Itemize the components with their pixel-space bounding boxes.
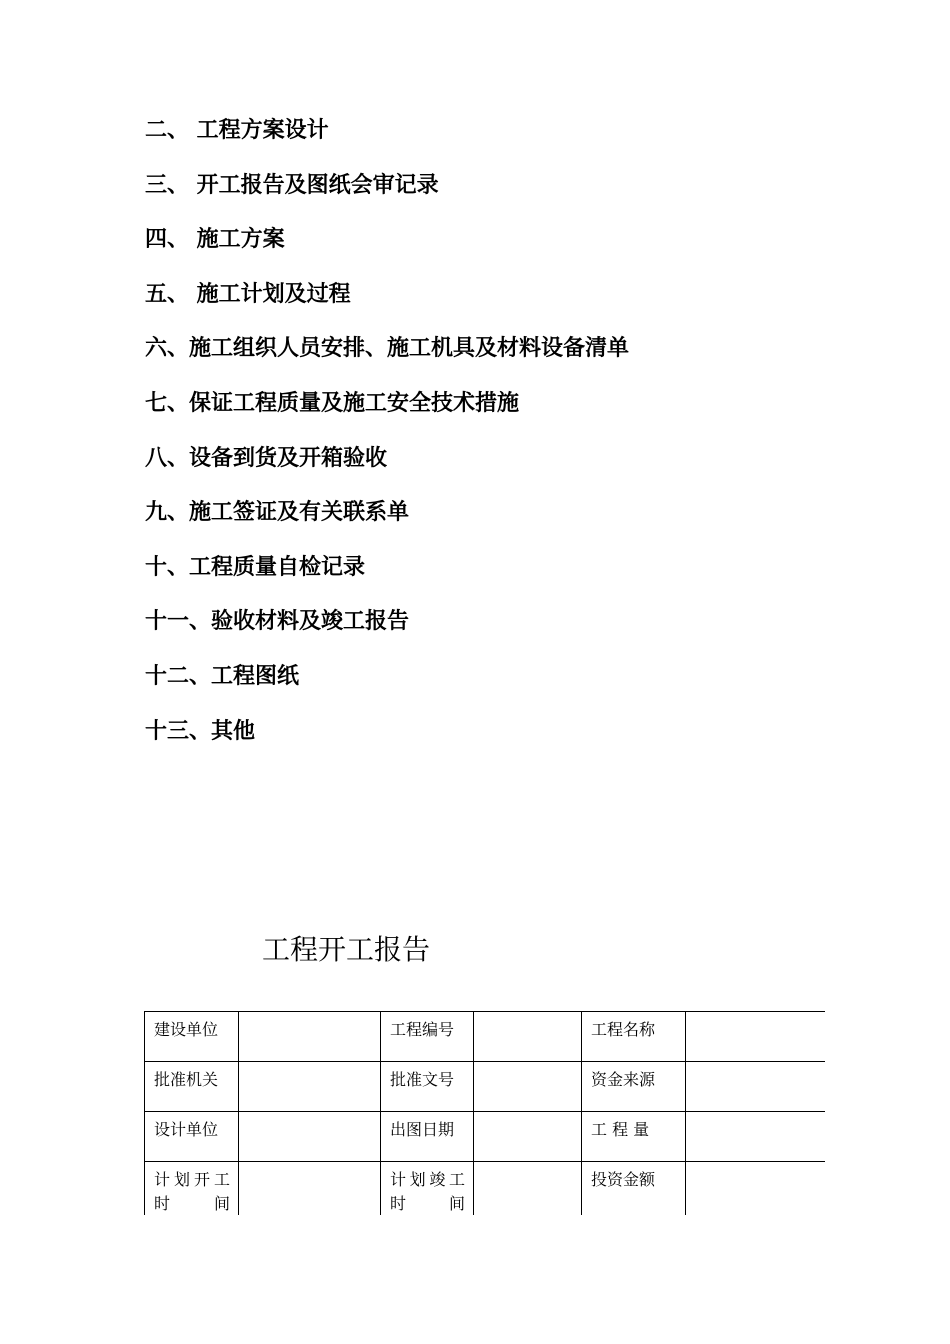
table-row bbox=[145, 1162, 826, 1216]
label-design-unit: 设计单位 bbox=[145, 1112, 239, 1162]
table-row bbox=[145, 1062, 826, 1112]
toc-item: 七、保证工程质量及施工安全技术措施 bbox=[145, 390, 520, 416]
label-approval-document-number: 批准文号 bbox=[381, 1062, 474, 1112]
value-approval-authority[interactable] bbox=[239, 1062, 381, 1112]
report-form bbox=[144, 1011, 825, 1215]
value-investment-amount[interactable] bbox=[686, 1162, 826, 1216]
value-quantity[interactable] bbox=[686, 1112, 826, 1162]
toc-item: 十、工程质量自检记录 bbox=[145, 554, 366, 580]
value-project-number[interactable] bbox=[474, 1012, 582, 1062]
value-drawing-date[interactable] bbox=[474, 1112, 582, 1162]
label-approval-authority: 批准机关 bbox=[145, 1062, 239, 1112]
toc-item: 三、 开工报告及图纸会审记录 bbox=[145, 172, 439, 198]
label-planned-start-time: 计划开工时 间 bbox=[145, 1162, 239, 1216]
label-quantity: 工 程 量 bbox=[582, 1112, 686, 1162]
label-construction-unit: 建设单位 bbox=[145, 1012, 239, 1062]
value-approval-document-number[interactable] bbox=[474, 1062, 582, 1112]
table-row bbox=[145, 1012, 826, 1062]
value-project-name[interactable] bbox=[686, 1012, 826, 1062]
toc-item: 五、 施工计划及过程 bbox=[145, 281, 351, 307]
label-drawing-date: 出图日期 bbox=[381, 1112, 474, 1162]
label-investment-amount: 投资金额 bbox=[582, 1162, 686, 1216]
toc-item: 八、设备到货及开箱验收 bbox=[145, 445, 388, 471]
toc-item: 十三、其他 bbox=[145, 718, 256, 744]
report-table bbox=[144, 1011, 825, 1215]
toc-item: 二、 工程方案设计 bbox=[145, 118, 329, 143]
toc-item: 十一、验收材料及竣工报告 bbox=[145, 609, 410, 635]
table-row bbox=[145, 1112, 826, 1162]
toc-item: 十二、工程图纸 bbox=[145, 663, 300, 689]
label-project-number: 工程编号 bbox=[381, 1012, 474, 1062]
toc-item: 四、 施工方案 bbox=[145, 227, 285, 253]
report-title: 工程开工报告 bbox=[262, 933, 431, 966]
value-design-unit[interactable] bbox=[239, 1112, 381, 1162]
toc-item: 九、施工签证及有关联系单 bbox=[145, 500, 410, 526]
label-project-name: 工程名称 bbox=[582, 1012, 686, 1062]
label-planned-completion-time: 计划竣工时 间 bbox=[381, 1162, 474, 1216]
value-funding-source[interactable] bbox=[686, 1062, 826, 1112]
value-construction-unit[interactable] bbox=[239, 1012, 381, 1062]
value-planned-completion-time[interactable] bbox=[474, 1162, 582, 1216]
value-planned-start-time[interactable] bbox=[239, 1162, 381, 1216]
table-of-contents bbox=[145, 112, 629, 767]
label-funding-source: 资金来源 bbox=[582, 1062, 686, 1112]
toc-item: 六、施工组织人员安排、施工机具及材料设备清单 bbox=[145, 336, 630, 362]
